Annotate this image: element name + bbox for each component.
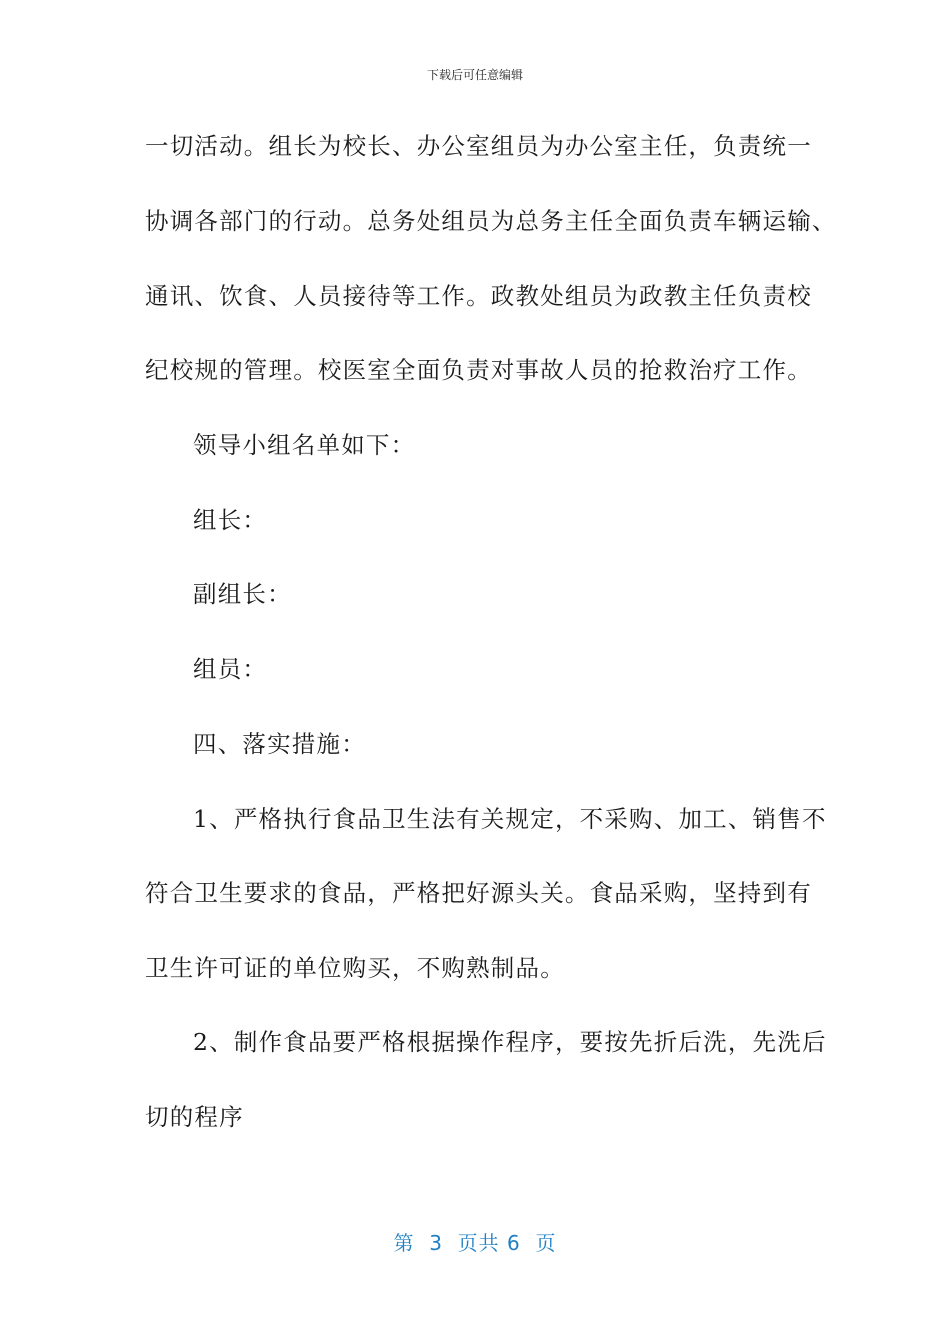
body-line: 一切活动。组长为校长、办公室组员为办公室主任，负责统一: [145, 132, 812, 160]
body-line: 纪校规的管理。校医室全面负责对事故人员的抢救治疗工作。: [145, 356, 812, 384]
body-line: 1、严格执行食品卫生法有关规定，不采购、加工、销售不: [193, 805, 827, 833]
section-heading: 四、落实措施：: [193, 730, 366, 758]
body-line: 组长：: [193, 506, 268, 534]
body-line: 领导小组名单如下：: [193, 431, 416, 459]
body-line: 通讯、饮食、人员接待等工作。政教处组员为政教主任负责校: [145, 282, 812, 310]
body-line: 符合卫生要求的食品，严格把好源头关。食品采购，坚持到有: [145, 879, 812, 907]
body-line: 组员：: [193, 655, 268, 683]
body-line: 副组长：: [193, 580, 292, 608]
body-line: 协调各部门的行动。总务处组员为总务主任全面负责车辆运输、: [145, 207, 837, 235]
page-header-note: 下载后可任意编辑: [426, 68, 523, 82]
body-line: 切的程序: [145, 1103, 244, 1131]
page-number-footer: 第 3 页共 6 页: [393, 1231, 557, 1255]
body-line: 卫生许可证的单位购买，不购熟制品。: [145, 954, 565, 982]
body-line: 2、制作食品要严格根据操作程序，要按先折后洗，先洗后: [193, 1028, 827, 1056]
